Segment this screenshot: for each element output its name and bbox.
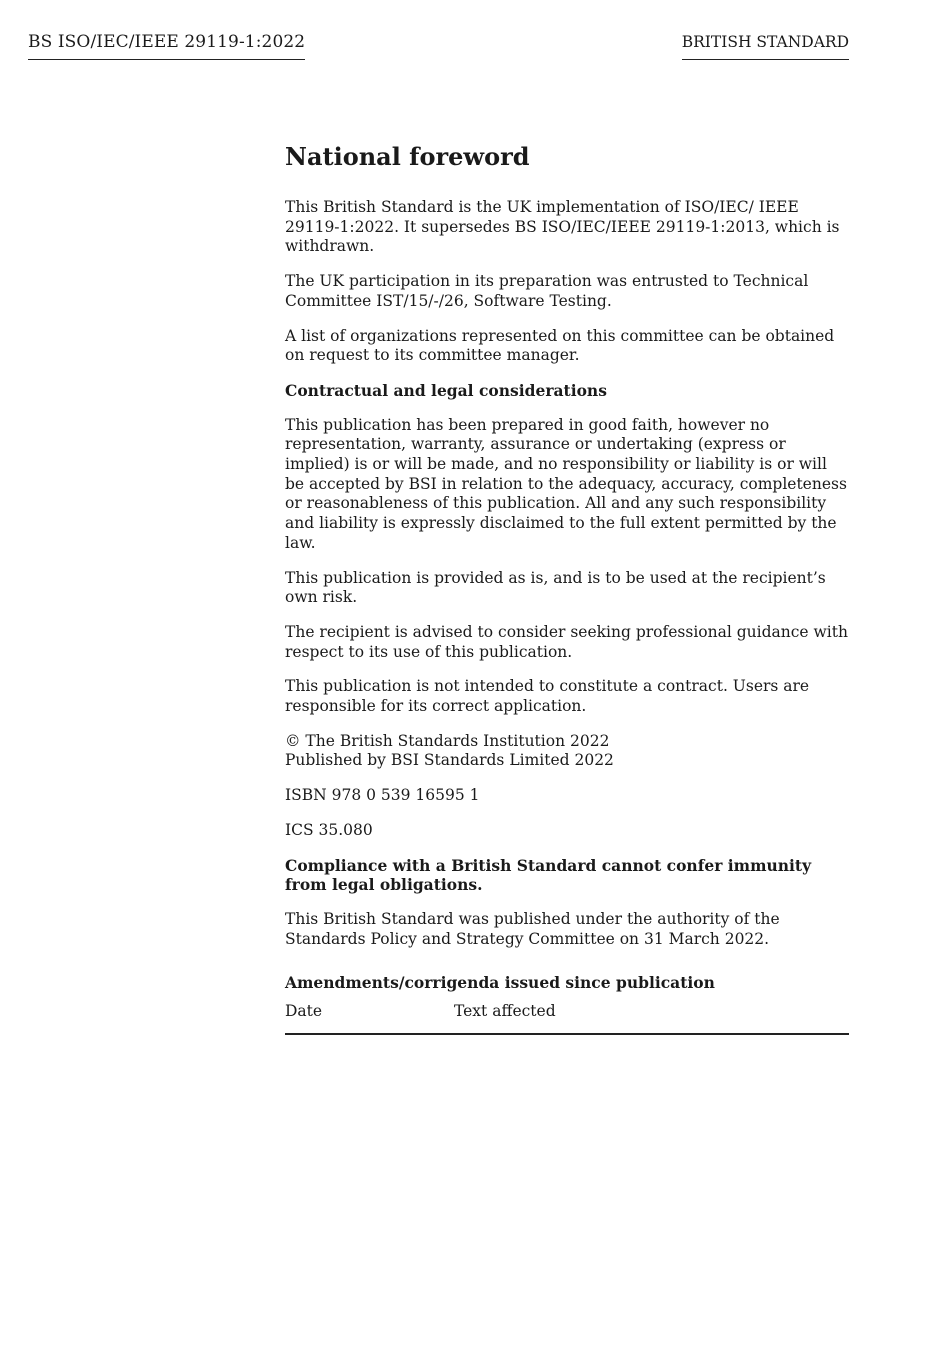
legal-heading: Contractual and legal considerations <box>285 380 607 400</box>
foreword-body <box>285 141 849 1035</box>
compliance-statement: Compliance with a British Standard cannot confer immunity from legal obligations. <box>285 855 812 895</box>
authority-statement: This British Standard was published under the authority of the Standards Policy and Strategy Committee on 31 March 2022. <box>285 909 780 948</box>
copyright-block <box>285 732 849 771</box>
foreword-paragraph-organizations: A list of organizations represented on this committee can be obtained on request to its committee manager. <box>285 326 835 365</box>
amendments-heading: Amendments/corrigenda issued since publication <box>285 973 715 993</box>
ics: ICS 35.080 <box>285 820 373 839</box>
legal-paragraph-guidance: The recipient is advised to consider seeking professional guidance with respect to its use of this publication. <box>285 622 848 661</box>
amendments-column-text-affected: Text affected <box>454 1002 556 1021</box>
page-title: National foreword <box>285 142 530 171</box>
document-number: BS ISO/IEC/IEEE 29119-1:2022 <box>28 32 305 60</box>
amendments-table <box>285 1002 849 1035</box>
isbn: ISBN 978 0 539 16595 1 <box>285 786 480 805</box>
publisher-line: Published by BSI Standards Limited 2022 <box>285 751 614 770</box>
copyright-line: © The British Standards Institution 2022 <box>285 731 610 750</box>
legal-paragraph-risk: This publication is provided as is, and is to be used at the recipient’s own risk. <box>285 568 826 607</box>
foreword-paragraph-committee: The UK participation in its preparation was entrusted to Technical Committee IST/15/-/26, Software Testing. <box>285 272 809 310</box>
legal-paragraph-good-faith: This publication has been prepared in good faith, however no representation, warranty, assurance or undertaking (express or implied) is or will be made, and no responsibility or liability is or will be accepted by BSI in relation to the adequacy, accuracy, completeness or reasonableness of this publication. All and any such responsibility and liability is expressly disclaimed to the full extent permitted by the law. <box>285 415 847 552</box>
document-type: BRITISH STANDARD <box>682 33 849 60</box>
foreword-paragraph-implementation: This British Standard is the UK implementation of ISO/IEC/ IEEE 29119-1:2022. It supersedes BS ISO/IEC/IEEE 29119-1:2013, which is withdrawn. <box>285 198 840 256</box>
amendments-column-date: Date <box>285 1002 323 1021</box>
legal-paragraph-contract: This publication is not intended to constitute a contract. Users are responsible for its correct application. <box>285 677 810 716</box>
